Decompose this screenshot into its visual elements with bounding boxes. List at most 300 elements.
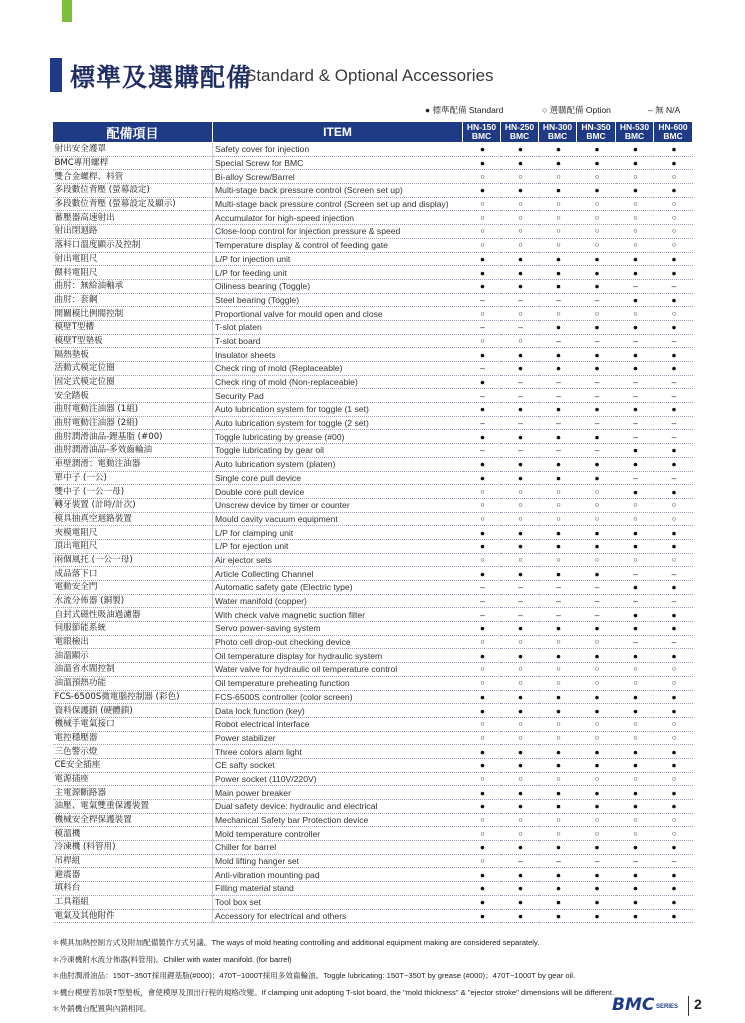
availability-mark: ● [654, 156, 693, 170]
availability-mark: ● [463, 266, 501, 280]
table-body [53, 143, 693, 923]
availability-mark: ● [616, 758, 654, 772]
item-name-en: Single core pull device [213, 471, 463, 485]
availability-mark: ● [539, 430, 577, 444]
availability-mark: ● [463, 457, 501, 471]
item-name-zh: 安全踏板 [53, 389, 213, 403]
item-name-zh: 油溫預熱功能 [53, 676, 213, 690]
table-row [53, 252, 693, 266]
availability-mark: – [577, 416, 616, 430]
item-name-zh: 水流分佈器 (銅製) [53, 594, 213, 608]
availability-mark: ● [654, 320, 693, 334]
availability-mark: ● [501, 471, 539, 485]
availability-mark: ○ [654, 731, 693, 745]
availability-mark: ● [616, 485, 654, 499]
availability-mark: ● [616, 690, 654, 704]
item-name-zh: 模壁T型槽 [53, 320, 213, 334]
availability-mark: ● [616, 184, 654, 198]
table-row [53, 676, 693, 690]
availability-mark: – [654, 430, 693, 444]
availability-mark: ○ [463, 635, 501, 649]
item-name-en: L/P for ejection unit [213, 539, 463, 553]
header-model: HN-150 BMC [463, 122, 501, 143]
availability-mark: ● [654, 252, 693, 266]
availability-mark: ○ [539, 238, 577, 252]
availability-mark: ● [654, 457, 693, 471]
table-row [53, 184, 693, 198]
availability-mark: – [577, 608, 616, 622]
availability-mark: ○ [463, 731, 501, 745]
availability-mark: ○ [577, 512, 616, 526]
availability-mark: – [501, 444, 539, 458]
availability-mark: ○ [539, 717, 577, 731]
availability-mark: ● [577, 526, 616, 540]
availability-mark: ● [616, 362, 654, 376]
availability-mark: ○ [501, 663, 539, 677]
page-edge [0, 0, 6, 1023]
availability-mark: ● [501, 526, 539, 540]
availability-mark: ● [616, 649, 654, 663]
availability-mark: – [463, 320, 501, 334]
corner-accent [62, 0, 72, 22]
availability-mark: ○ [577, 238, 616, 252]
availability-mark: ● [654, 485, 693, 499]
availability-mark: ○ [654, 498, 693, 512]
footnotes [52, 935, 702, 1018]
item-name-en: Auto lubrication system for toggle (2 set) [213, 416, 463, 430]
availability-mark: ● [539, 895, 577, 909]
availability-mark: ○ [463, 485, 501, 499]
availability-mark: – [654, 375, 693, 389]
availability-mark: ○ [654, 211, 693, 225]
item-name-en: Mold temperature controller [213, 827, 463, 841]
availability-mark: ● [654, 786, 693, 800]
table-row [53, 197, 693, 211]
brand-logo: BMC [612, 995, 655, 1015]
availability-mark: – [654, 635, 693, 649]
availability-mark: ○ [539, 498, 577, 512]
availability-mark: ○ [501, 334, 539, 348]
availability-mark: ○ [463, 197, 501, 211]
availability-mark: ○ [654, 553, 693, 567]
availability-mark: ○ [501, 512, 539, 526]
availability-mark: ● [501, 704, 539, 718]
availability-mark: – [539, 608, 577, 622]
availability-mark: ● [654, 608, 693, 622]
availability-mark: ● [577, 348, 616, 362]
item-name-zh: CE安全插座 [53, 758, 213, 772]
item-name-zh: 資料保護鎖 (硬體鎖) [53, 704, 213, 718]
item-name-zh: 伺服節能系統 [53, 622, 213, 636]
table-row [53, 690, 693, 704]
availability-mark: – [616, 635, 654, 649]
availability-mark: ○ [501, 553, 539, 567]
availability-mark: – [501, 594, 539, 608]
availability-mark: ● [654, 444, 693, 458]
table-row [53, 238, 693, 252]
availability-mark: ○ [616, 663, 654, 677]
item-name-zh: 避震器 [53, 868, 213, 882]
availability-mark: ● [501, 909, 539, 923]
page-number: 2 [694, 996, 702, 1012]
availability-mark: ○ [616, 197, 654, 211]
availability-mark: ● [654, 758, 693, 772]
availability-mark: ○ [501, 485, 539, 499]
table-row [53, 375, 693, 389]
item-name-zh: 油溫省水閥控制 [53, 663, 213, 677]
item-name-zh: 固定式模定位圈 [53, 375, 213, 389]
item-name-en: FCS-6500S controller (color screen) [213, 690, 463, 704]
availability-mark: ● [616, 266, 654, 280]
availability-mark: ● [577, 622, 616, 636]
page-title-zh: 標準及選購配備 [70, 63, 253, 92]
availability-mark: ● [539, 526, 577, 540]
item-name-en: Tool box set [213, 895, 463, 909]
availability-mark: ● [539, 539, 577, 553]
table-row [53, 485, 693, 499]
availability-mark: ○ [539, 170, 577, 184]
availability-mark: ● [577, 841, 616, 855]
availability-mark: ● [616, 320, 654, 334]
availability-mark: – [463, 444, 501, 458]
availability-mark: ● [501, 841, 539, 855]
item-name-zh: 自封式磁性吸油過濾器 [53, 608, 213, 622]
availability-mark: ● [539, 868, 577, 882]
availability-mark: ○ [577, 813, 616, 827]
availability-mark: ● [654, 622, 693, 636]
table-row [53, 307, 693, 321]
availability-mark: – [654, 471, 693, 485]
availability-mark: ● [616, 841, 654, 855]
item-name-en: Data lock function (key) [213, 704, 463, 718]
footnote: ＊曲肘潤滑油品：150T~350T採用鋰基脂(#000)；470T~1000T採用多效齒輪油。Toggle lubricating: 150T~350T by grease (#000)；470T~1000T by gear oil. [52, 971, 576, 980]
item-name-zh: 電動安全門 [53, 581, 213, 595]
availability-mark: ● [463, 143, 501, 157]
availability-mark: ○ [539, 813, 577, 827]
item-name-en: Filling material stand [213, 882, 463, 896]
availability-mark: ● [616, 156, 654, 170]
availability-mark: ● [463, 567, 501, 581]
page-title-en: Standard & Optional Accessories [245, 66, 494, 85]
availability-mark: ● [501, 348, 539, 362]
table-row [53, 854, 693, 868]
availability-mark: ● [577, 457, 616, 471]
availability-mark: ● [463, 348, 501, 362]
availability-mark: ○ [501, 225, 539, 239]
availability-mark: – [654, 279, 693, 293]
availability-mark: ● [463, 184, 501, 198]
availability-mark: ○ [616, 553, 654, 567]
availability-mark: ● [501, 758, 539, 772]
item-name-en: With check valve magnetic suction filter [213, 608, 463, 622]
availability-mark: ● [463, 745, 501, 759]
item-name-en: Insulator sheets [213, 348, 463, 362]
table-row [53, 800, 693, 814]
header-model: HN-600 BMC [654, 122, 693, 143]
item-name-en: Toggle lubricating by gear oil [213, 444, 463, 458]
availability-mark: ○ [654, 170, 693, 184]
availability-mark: ● [501, 882, 539, 896]
table-row [53, 622, 693, 636]
availability-mark: ● [654, 348, 693, 362]
availability-mark: ● [539, 348, 577, 362]
availability-mark: ● [577, 909, 616, 923]
availability-mark: ● [539, 266, 577, 280]
availability-mark: ● [616, 526, 654, 540]
table-row [53, 635, 693, 649]
availability-mark: ○ [463, 498, 501, 512]
item-name-en: Auto lubrication system (platen) [213, 457, 463, 471]
table-row [53, 526, 693, 540]
availability-mark: – [577, 293, 616, 307]
availability-mark: ● [577, 252, 616, 266]
availability-mark: – [654, 567, 693, 581]
availability-mark: – [616, 471, 654, 485]
accessories-table [52, 121, 693, 923]
availability-mark: ○ [463, 553, 501, 567]
item-name-zh: 射出電阻尺 [53, 252, 213, 266]
table-row [53, 457, 693, 471]
availability-mark: ● [501, 800, 539, 814]
item-name-zh: 落料口溫度顯示及控制 [53, 238, 213, 252]
availability-mark: ● [577, 704, 616, 718]
table-row [53, 882, 693, 896]
brand-series: SERIES [656, 1004, 679, 1010]
availability-mark: – [616, 567, 654, 581]
availability-mark: – [539, 581, 577, 595]
item-name-zh: 曲肘：套鋼 [53, 293, 213, 307]
availability-mark: ● [654, 909, 693, 923]
availability-mark: ○ [577, 498, 616, 512]
table-row [53, 279, 693, 293]
availability-mark: ● [463, 156, 501, 170]
table-row [53, 389, 693, 403]
item-name-en: T-slot platen [213, 320, 463, 334]
availability-mark: ● [654, 581, 693, 595]
table-row [53, 348, 693, 362]
legend-na: – 無 N/A [648, 105, 681, 115]
availability-mark: ○ [539, 663, 577, 677]
item-name-zh: 電源插座 [53, 772, 213, 786]
availability-mark: ○ [501, 772, 539, 786]
item-name-zh: 車壁潤滑：電動注油器 [53, 457, 213, 471]
availability-mark: ○ [501, 813, 539, 827]
availability-mark: ● [463, 471, 501, 485]
table-row [53, 895, 693, 909]
table-row [53, 403, 693, 417]
item-name-en: Article Collecting Channel [213, 567, 463, 581]
table-row [53, 772, 693, 786]
availability-mark: – [616, 375, 654, 389]
availability-mark: – [539, 375, 577, 389]
availability-mark: ● [654, 539, 693, 553]
availability-mark: – [616, 854, 654, 868]
legend-standard: ● 標準配備 Standard [425, 105, 504, 115]
availability-mark: – [616, 389, 654, 403]
availability-mark: ● [616, 293, 654, 307]
availability-mark: – [501, 320, 539, 334]
table-row [53, 608, 693, 622]
item-name-zh: 雙合金螺桿、料管 [53, 170, 213, 184]
availability-mark: ● [539, 567, 577, 581]
item-name-en: Oiliness bearing (Toggle) [213, 279, 463, 293]
availability-mark: – [616, 594, 654, 608]
availability-mark: ○ [577, 211, 616, 225]
availability-mark: ○ [616, 827, 654, 841]
table-row [53, 841, 693, 855]
item-name-zh: 模壁T型墊板 [53, 334, 213, 348]
availability-mark: – [539, 416, 577, 430]
availability-mark: – [616, 416, 654, 430]
availability-mark: ○ [463, 170, 501, 184]
availability-mark: ○ [501, 238, 539, 252]
availability-mark: ● [577, 362, 616, 376]
item-name-en: Power stabilizer [213, 731, 463, 745]
availability-mark: ● [501, 868, 539, 882]
availability-mark: ○ [501, 197, 539, 211]
availability-mark: – [577, 594, 616, 608]
availability-mark: ● [463, 786, 501, 800]
availability-mark: ● [501, 279, 539, 293]
table-row [53, 827, 693, 841]
availability-mark: – [577, 854, 616, 868]
availability-mark: – [501, 389, 539, 403]
availability-mark: ● [539, 622, 577, 636]
availability-mark: ● [654, 882, 693, 896]
table-row [53, 649, 693, 663]
availability-mark: ○ [501, 170, 539, 184]
availability-mark: ● [577, 690, 616, 704]
availability-mark: – [577, 581, 616, 595]
availability-mark: ● [616, 403, 654, 417]
availability-mark: ○ [463, 854, 501, 868]
availability-mark: ● [616, 143, 654, 157]
table-row [53, 539, 693, 553]
availability-mark: ● [616, 704, 654, 718]
availability-mark: ○ [654, 676, 693, 690]
availability-mark: ● [577, 758, 616, 772]
availability-mark: ● [539, 457, 577, 471]
availability-mark: – [463, 581, 501, 595]
availability-mark: – [463, 389, 501, 403]
availability-mark: ○ [654, 225, 693, 239]
availability-mark: – [501, 293, 539, 307]
availability-mark: ● [463, 841, 501, 855]
availability-mark: ● [501, 403, 539, 417]
table-row [53, 758, 693, 772]
availability-mark: ○ [654, 813, 693, 827]
item-name-zh: 工具箱組 [53, 895, 213, 909]
availability-mark: ○ [539, 772, 577, 786]
item-name-en: Dual safety device: hydraulic and electrical [213, 800, 463, 814]
item-name-en: Mould cavity vacuum equipment [213, 512, 463, 526]
availability-mark: ● [654, 362, 693, 376]
item-name-en: Main power breaker [213, 786, 463, 800]
availability-mark: ● [501, 567, 539, 581]
availability-mark: ● [577, 868, 616, 882]
table-row [53, 717, 693, 731]
availability-mark: ● [539, 841, 577, 855]
availability-mark: ○ [654, 663, 693, 677]
item-name-en: Servo power-saving system [213, 622, 463, 636]
availability-mark: ● [616, 539, 654, 553]
availability-mark: ● [539, 704, 577, 718]
availability-mark: ● [463, 526, 501, 540]
availability-mark: ● [616, 581, 654, 595]
availability-mark: ○ [577, 307, 616, 321]
item-name-en: Unscrew device by timer or counter [213, 498, 463, 512]
availability-mark: ○ [654, 717, 693, 731]
availability-mark: ● [463, 868, 501, 882]
availability-mark: ● [616, 786, 654, 800]
item-name-en: Toggle lubricating by grease (#00) [213, 430, 463, 444]
item-name-en: L/P for feeding unit [213, 266, 463, 280]
table-row [53, 471, 693, 485]
availability-mark: ● [539, 786, 577, 800]
item-name-zh: 電眼檢出 [53, 635, 213, 649]
availability-mark: ○ [501, 498, 539, 512]
availability-mark: ● [577, 320, 616, 334]
item-name-en: Close-loop control for injection pressure & speed [213, 225, 463, 239]
availability-mark: – [616, 334, 654, 348]
item-name-en: Check ring of mold (Replaceable) [213, 362, 463, 376]
item-name-en: Photo cell drop-out checking device [213, 635, 463, 649]
availability-mark: ● [539, 882, 577, 896]
table-row [53, 293, 693, 307]
item-name-en: Power socket (110V/220V) [213, 772, 463, 786]
availability-mark: ● [501, 156, 539, 170]
item-name-zh: 曲肘電動注油器 (2組) [53, 416, 213, 430]
availability-mark: ● [539, 403, 577, 417]
availability-mark: ○ [539, 307, 577, 321]
item-name-zh: 油壓、電氣雙重保護裝置 [53, 800, 213, 814]
availability-mark: ○ [616, 772, 654, 786]
availability-mark: ● [539, 279, 577, 293]
availability-mark: ● [539, 690, 577, 704]
item-name-zh: 射出安全護罩 [53, 143, 213, 157]
availability-mark: ○ [654, 197, 693, 211]
item-name-zh: 電氣及其他附件 [53, 909, 213, 923]
item-name-zh: 曲肘：無給油軸承 [53, 279, 213, 293]
availability-mark: ○ [501, 307, 539, 321]
availability-mark: – [539, 854, 577, 868]
item-name-en: Water manifold (copper) [213, 594, 463, 608]
availability-mark: ○ [577, 170, 616, 184]
availability-mark: ● [654, 526, 693, 540]
availability-mark: ○ [539, 827, 577, 841]
availability-mark: ○ [577, 553, 616, 567]
item-name-zh: 開關模比例閥控制 [53, 307, 213, 321]
availability-mark: ○ [577, 197, 616, 211]
item-name-en: L/P for clamping unit [213, 526, 463, 540]
availability-mark: ○ [577, 772, 616, 786]
availability-mark: – [501, 854, 539, 868]
availability-mark: ○ [501, 731, 539, 745]
availability-mark: ● [654, 143, 693, 157]
header-model: HN-300 BMC [539, 122, 577, 143]
availability-mark: ● [463, 800, 501, 814]
item-name-zh: 主電源斷路器 [53, 786, 213, 800]
availability-mark: – [501, 581, 539, 595]
availability-mark: ○ [654, 772, 693, 786]
availability-mark: ○ [577, 717, 616, 731]
availability-mark: ● [616, 745, 654, 759]
availability-mark: ○ [616, 512, 654, 526]
availability-mark: ● [616, 457, 654, 471]
legend-option: ○ 選購配備 Option [542, 105, 611, 115]
availability-mark: ○ [463, 334, 501, 348]
item-name-en: Multi-stage back pressure control (Screen set up) [213, 184, 463, 198]
